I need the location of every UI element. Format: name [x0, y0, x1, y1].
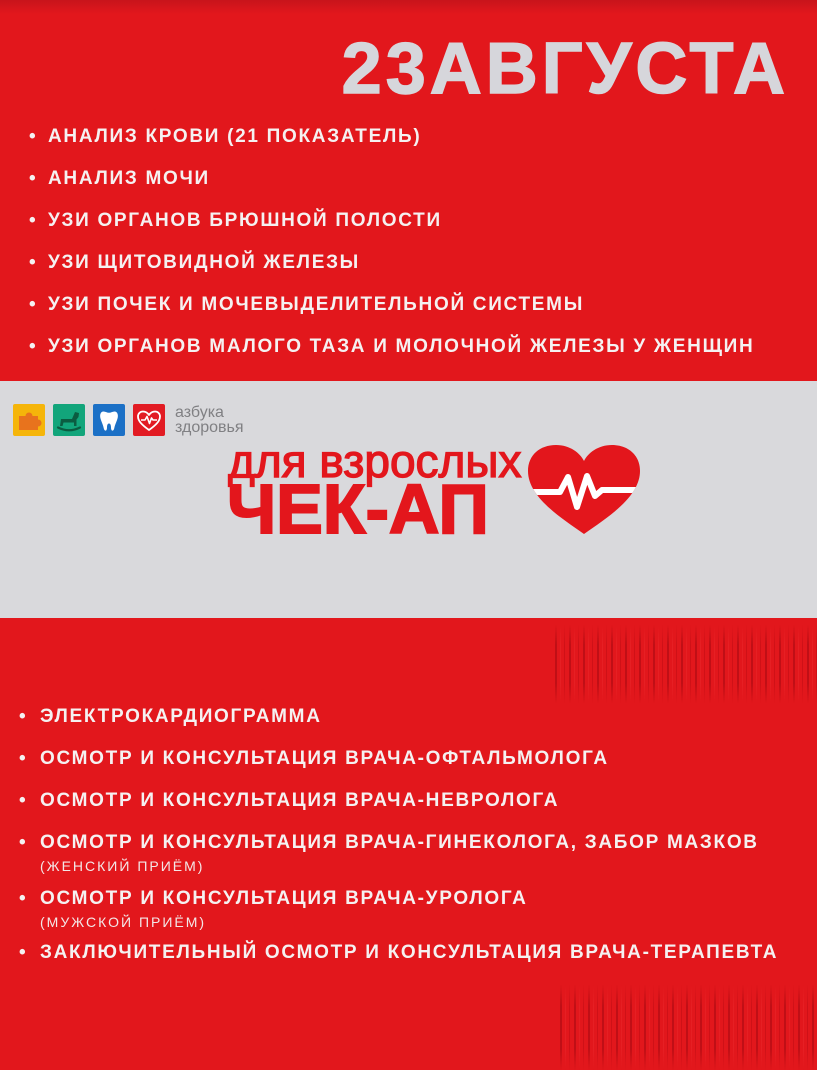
bullet: • [29, 294, 36, 315]
list-item-text: ЭЛЕКТРОКАРДИОГРАММА [40, 706, 322, 727]
list-item [0, 780, 559, 822]
bullet: • [29, 336, 36, 357]
list-item-text: АНАЛИЗ МОЧИ [48, 168, 210, 189]
list-item-text: УЗИ ОРГАНОВ БРЮШНОЙ ПОЛОСТИ [48, 210, 442, 231]
list-item [0, 158, 817, 200]
bullet: • [29, 126, 36, 147]
list-item [0, 738, 609, 780]
puzzle-shape [19, 413, 42, 431]
tooth-shape [100, 412, 118, 431]
bullet: • [29, 210, 36, 231]
brand-name [175, 405, 244, 435]
bullet: • [19, 748, 26, 769]
top-services-list [0, 116, 817, 368]
logo-tile-blue [93, 404, 125, 436]
list-item-text: АНАЛИЗ КРОВИ (21 ПОКАЗАТЕЛЬ) [48, 126, 422, 147]
list-item [0, 116, 817, 158]
list-item-text: ЗАКЛЮЧИТЕЛЬНЫЙ ОСМОТР И КОНСУЛЬТАЦИЯ ВРАЧА-ТЕРАПЕВТА [40, 942, 779, 963]
logo-tile-green [53, 404, 85, 436]
bullet: • [19, 832, 26, 853]
list-item [0, 200, 817, 242]
list-item [0, 822, 759, 874]
brand-name-line2: здоровья [175, 419, 244, 436]
bottom-services-list [0, 618, 817, 1070]
heart-pulse-icon [527, 444, 641, 536]
list-item-note: (МУЖСКОЙ ПРИЁМ) [40, 914, 207, 930]
bullet: • [19, 706, 26, 727]
pulse-line [141, 417, 157, 424]
list-item [0, 696, 322, 738]
rocker-shape [58, 428, 80, 431]
list-item [0, 932, 778, 974]
list-item [0, 284, 817, 326]
list-item [0, 242, 817, 284]
list-item-text: УЗИ ОРГАНОВ МАЛОГО ТАЗА И МОЛОЧНОЙ ЖЕЛЕЗЫ У ЖЕНЩИН [48, 336, 755, 357]
list-item [0, 326, 817, 368]
checkup-banner [0, 381, 817, 618]
list-item-note: (ЖЕНСКИЙ ПРИЁМ) [40, 858, 205, 874]
puzzle-icon [13, 404, 45, 436]
list-item [0, 878, 528, 930]
horse-shape [60, 412, 79, 426]
date-title: 23АВГУСТА [341, 29, 789, 109]
brand-logo [13, 404, 165, 436]
bullet: • [29, 168, 36, 189]
logo-tile-yellow [13, 404, 45, 436]
list-item-text: ОСМОТР И КОНСУЛЬТАЦИЯ ВРАЧА-НЕВРОЛОГА [40, 790, 560, 811]
list-item-text: УЗИ ПОЧЕК И МОЧЕВЫДЕЛИТЕЛЬНОЙ СИСТЕМЫ [48, 294, 585, 315]
logo-tile-red [133, 404, 165, 436]
list-item-text: УЗИ ЩИТОВИДНОЙ ЖЕЛЕЗЫ [48, 252, 360, 273]
bullet: • [19, 942, 26, 963]
list-item-text: ОСМОТР И КОНСУЛЬТАЦИЯ ВРАЧА-ГИНЕКОЛОГА, ЗАБОР МАЗКОВ [40, 832, 759, 853]
banner-title: ЧЕК-АП [227, 470, 489, 548]
bullet: • [29, 252, 36, 273]
top-section [0, 0, 817, 381]
list-item-text: ОСМОТР И КОНСУЛЬТАЦИЯ ВРАЧА-ОФТАЛЬМОЛОГА [40, 748, 609, 769]
heart-pulse-icon [133, 404, 165, 436]
banner-subtitle: для взрослых [228, 435, 522, 487]
brand-name-line1: азбука [175, 404, 224, 421]
list-item-text: ОСМОТР И КОНСУЛЬТАЦИЯ ВРАЧА-УРОЛОГА [40, 888, 528, 909]
bullet: • [19, 790, 26, 811]
bottom-section [0, 618, 817, 1070]
tooth-icon [93, 404, 125, 436]
bullet: • [19, 888, 26, 909]
rocking-horse-icon [53, 404, 85, 436]
